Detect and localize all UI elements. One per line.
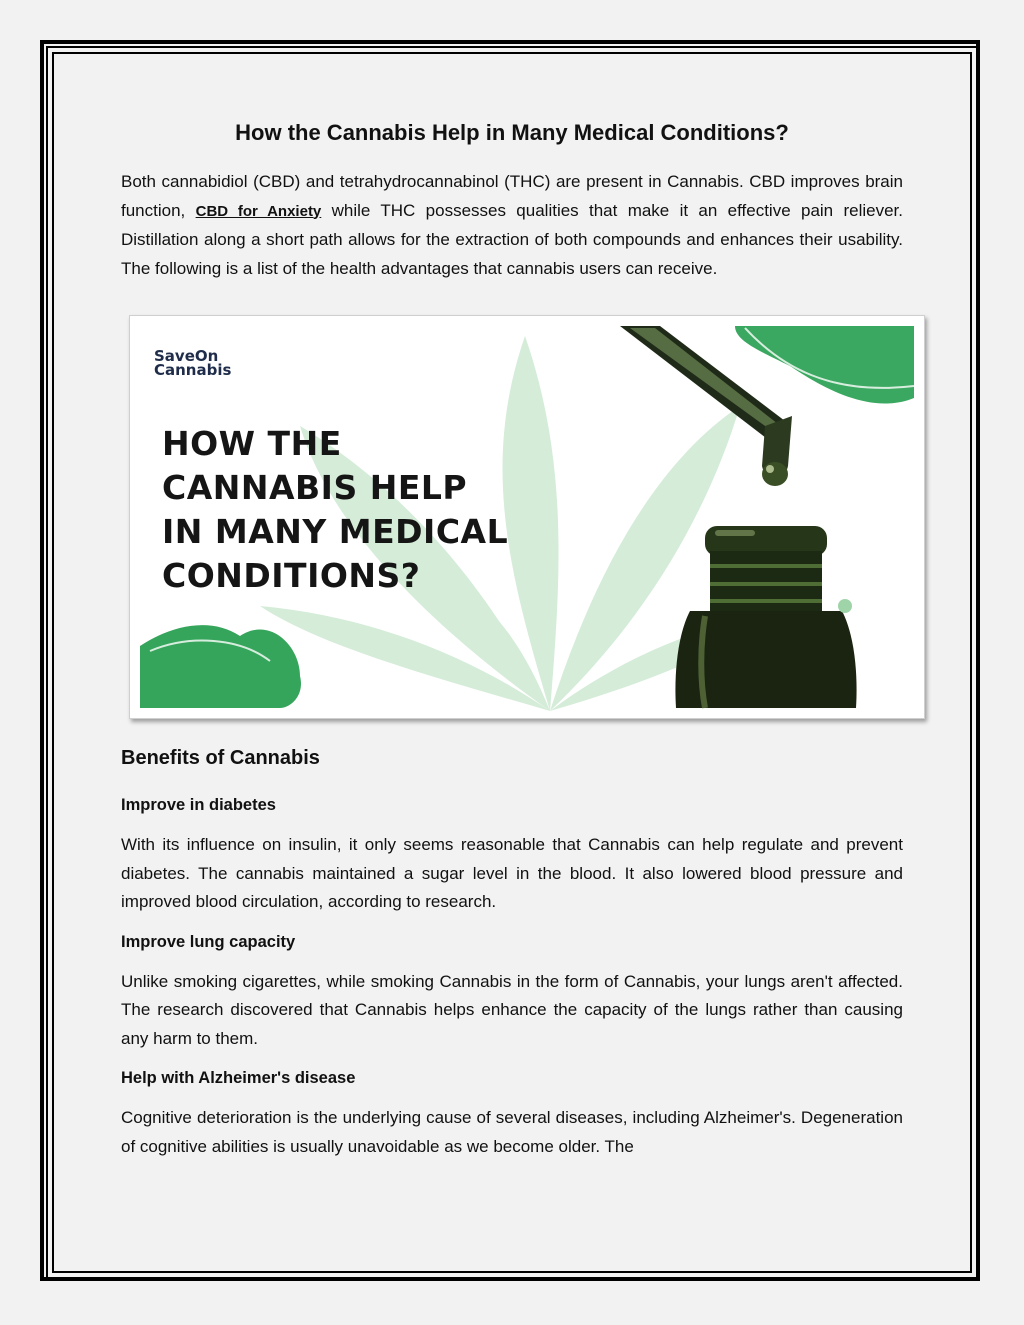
bottle-icon: [675, 526, 856, 708]
section-title: Benefits of Cannabis: [121, 747, 320, 769]
banner-headline-line: CONDITIONS?: [162, 556, 421, 595]
saveoncannabis-logo: [154, 349, 231, 377]
banner-headline-line: IN MANY MEDICAL: [162, 512, 509, 551]
document-title: How the Cannabis Help in Many Medical Conditions?: [235, 120, 789, 145]
banner-headline: [162, 422, 508, 598]
logo-line-1: SaveOn: [154, 347, 219, 365]
green-blob-top-right: [735, 326, 914, 404]
benefit-body-lung: Unlike smoking cigarettes, while smoking Cannabis in the form of Cannabis, your lungs aren't affected. The research discovered that Cannabis helps enhance the capacity of the lungs rather than causing any harm to them.: [121, 971, 903, 1048]
benefit-body-diabetes: With its influence on insulin, it only seems reasonable that Cannabis can help regulate and prevent diabetes. The cannabis maintained a sugar level in the blood. It also lowered blood pressure and improved blood circulation, according to research.: [121, 835, 903, 911]
cbd-for-anxiety-link[interactable]: CBD for Anxiety: [195, 202, 322, 220]
banner-headline-line: CANNABIS HELP: [162, 468, 468, 507]
green-blob-bottom-left: [140, 625, 301, 708]
benefit-heading-diabetes: Improve in diabetes: [121, 796, 276, 814]
benefit-body-alzheimers: Cognitive deterioration is the underlying cause of several diseases, including Alzheimer's. Degeneration of cognitive abilities is usually unavoidable as we become older. The: [121, 1108, 903, 1156]
banner-headline-line: HOW THE: [162, 424, 342, 463]
benefit-heading-alzheimers: Help with Alzheimer's disease: [121, 1069, 356, 1087]
document-content: [121, 120, 903, 1161]
logo-line-2: Cannabis: [154, 361, 232, 379]
intro-paragraph: [121, 168, 903, 283]
dot-icon: [838, 599, 852, 613]
benefit-heading-lung: Improve lung capacity: [121, 932, 296, 951]
intro-text-before: Both cannabidiol (CBD) and tetrahydrocannabinol (THC) are present in Cannabis. CBD improves brain function,: [121, 172, 903, 220]
banner-image: [129, 315, 925, 719]
intro-text-after: while THC possesses qualities that make it an effective pain reliever. Distillation along a short path allows for the extraction of both compounds and enhances their usability. The following is a list of the health advantages that cannabis users can receive.: [121, 200, 903, 278]
